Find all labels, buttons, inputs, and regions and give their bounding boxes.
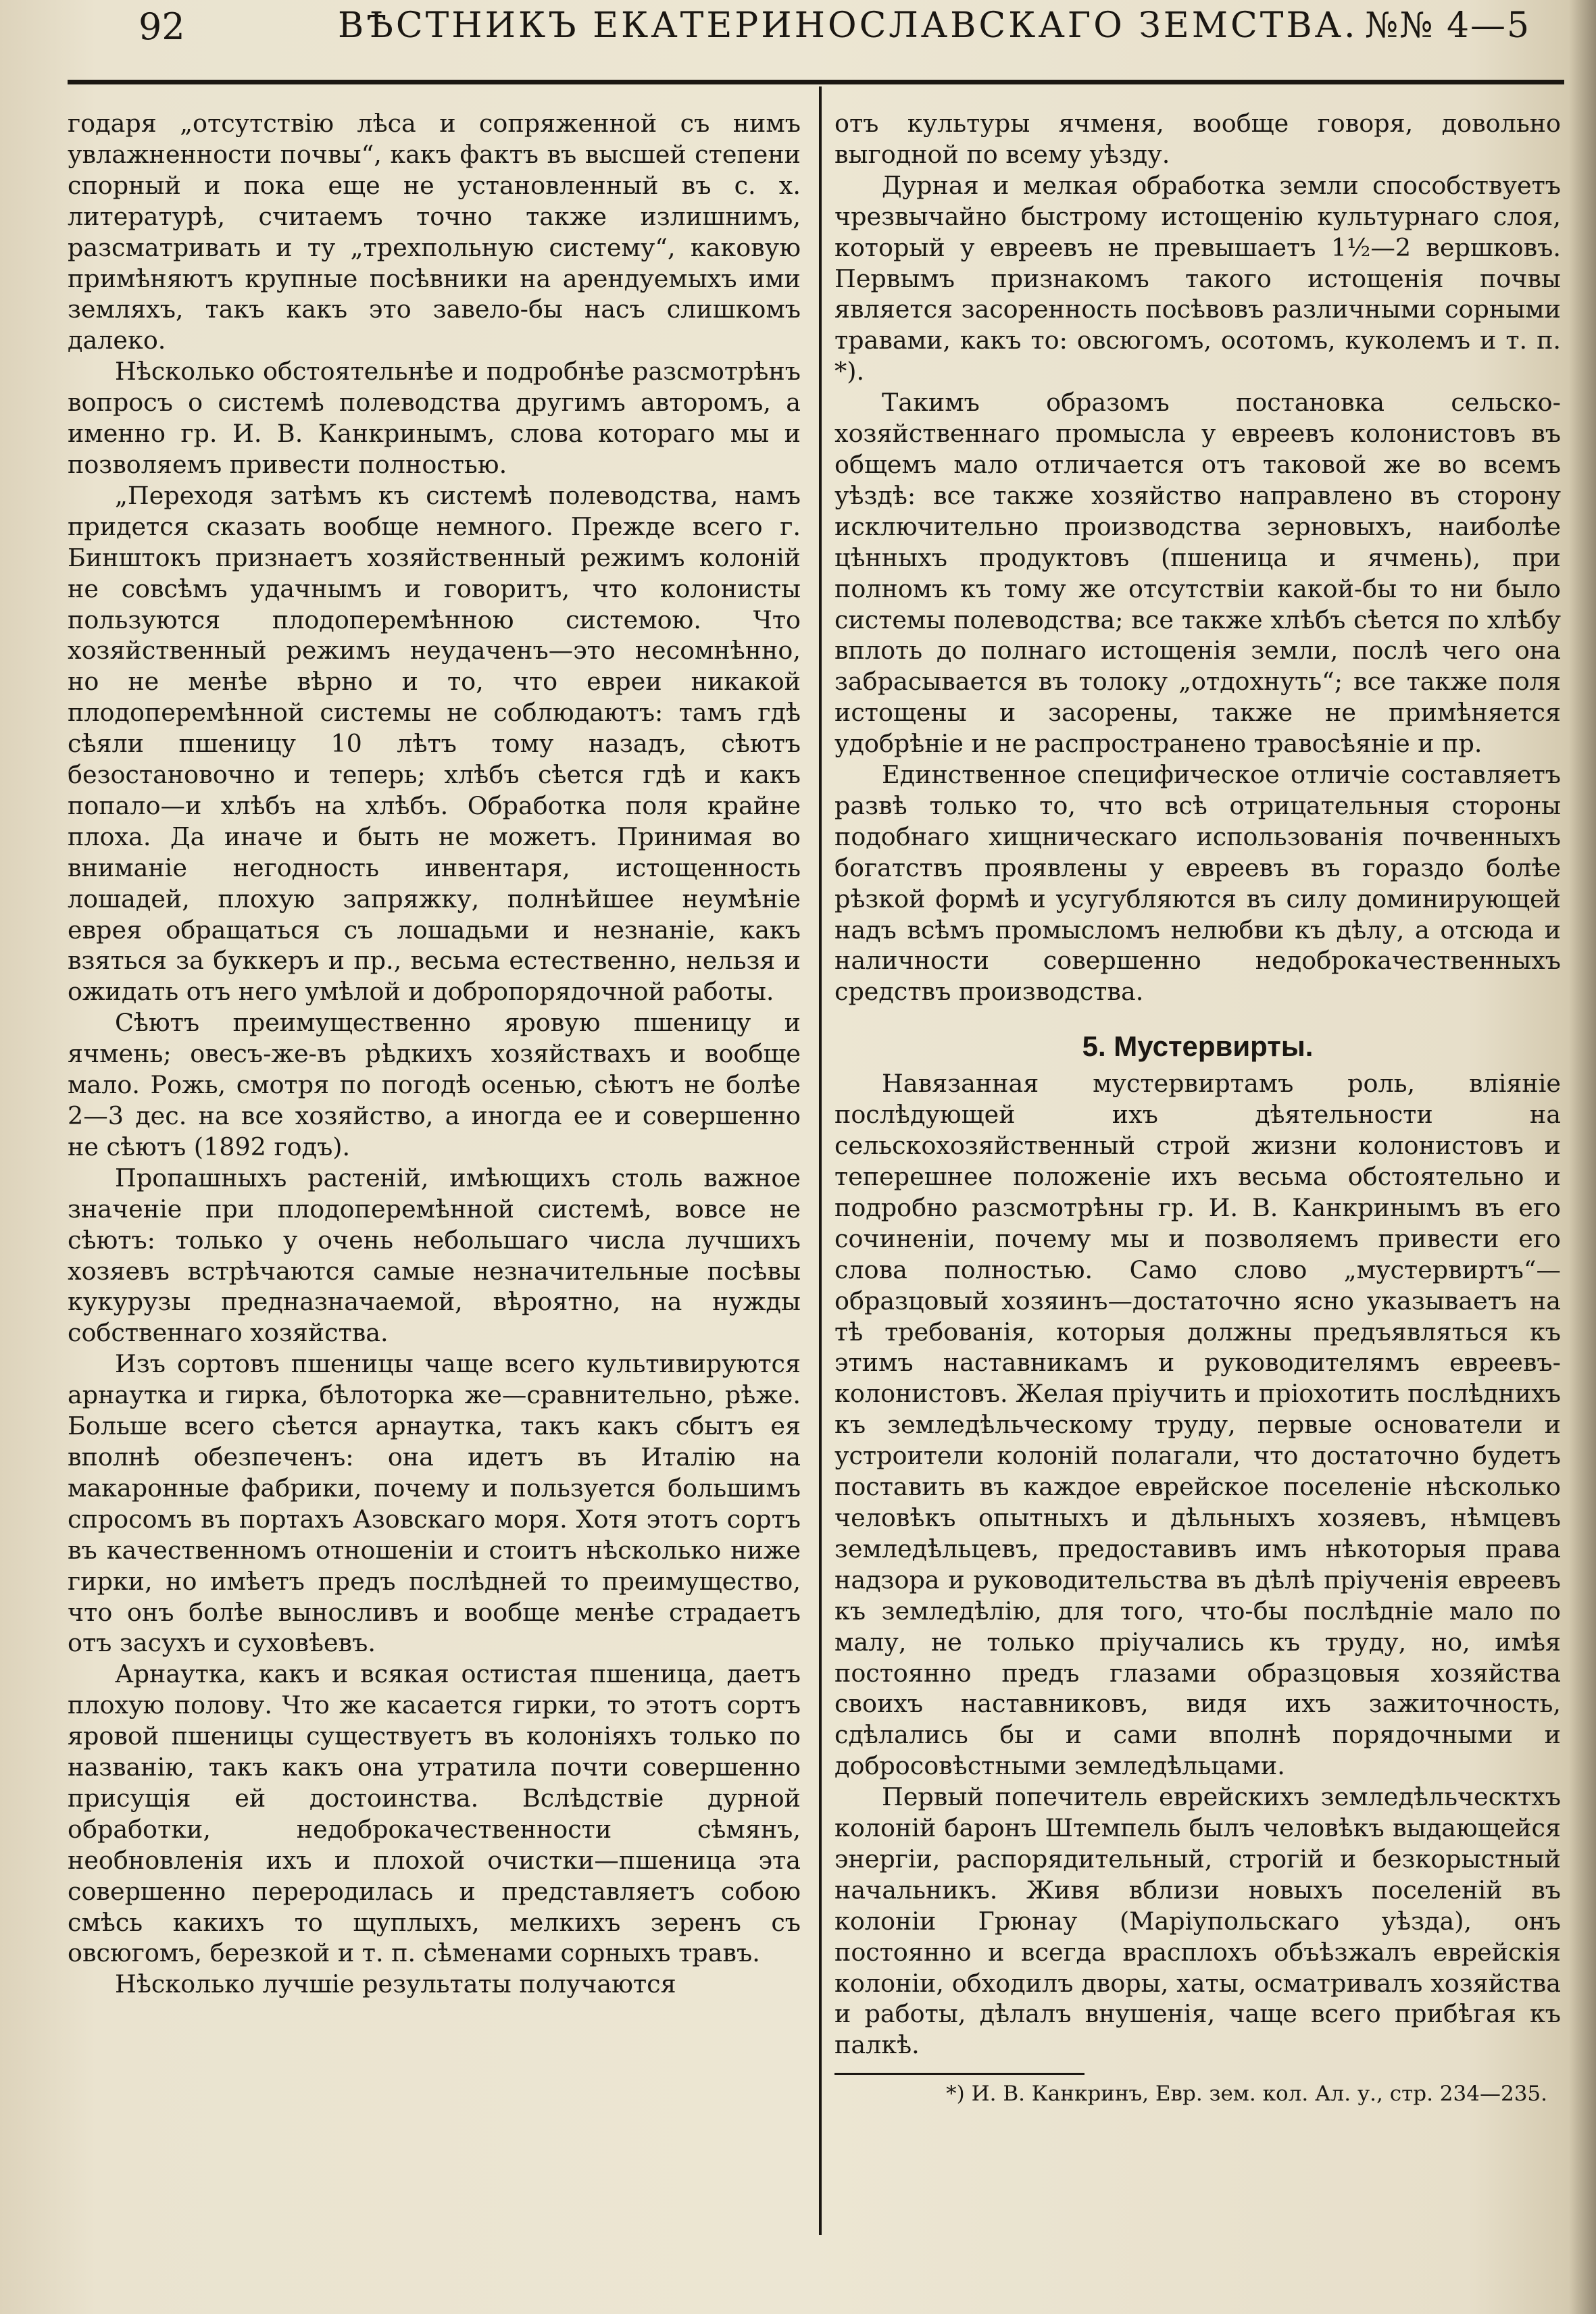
paragraph: отъ культуры ячменя, вообще говоря, довольно выгодной по всему уѣзду. [834, 109, 1561, 169]
page-number: 92 [139, 5, 185, 48]
paragraph: Нѣсколько лучшіе результаты получаются [115, 1969, 676, 1999]
right-column [834, 108, 1561, 2107]
paragraph: Такимъ образомъ постановка сельско-хозяйственнаго промысла у евреевъ колонистовъ въ общемъ мало отличается отъ таковой же во всемъ уѣздѣ: все также хозяйство направлено въ сторону исключительно производства зерновыхъ, наиболѣе цѣнныхъ продуктовъ (пшеница и ячмень), при полномъ къ тому же отсутствіи какой-бы то ни было системы полеводства; все также хлѣбъ сѣется по хлѣбу вплоть до полнаго истощенія земли, послѣ чего она забрасывается въ толоку „отдохнуть“; все также поля истощены и засорены, также не примѣняется удобрѣніе и не распространено травосѣяніе и пр. [834, 388, 1561, 759]
paragraph: Сѣютъ преимущественно яровую пшеницу и ячмень; овесъ-же-въ рѣдкихъ хозяйствахъ и вообще мало. Рожь, смотря по погодѣ осенью, сѣютъ не болѣе 2—3 дес. на все хозяйство, а иногда ее и совершенно не сѣютъ (1892 годъ). [68, 1008, 801, 1161]
journal-title: ВѢСТНИКЪ ЕКАТЕРИНОСЛАВСКАГО ЗЕМСТВА. [338, 5, 1358, 46]
footnote: *) И. В. Канкринъ, Евр. зем. кол. Ал. у., стр. 234—235. [946, 2082, 1547, 2107]
paragraph: Пропашныхъ растеній, имѣющихъ столь важное значеніе при плодоперемѣнной системѣ, вовсе не сѣютъ: только у очень небольшаго числа лучшихъ хозяевъ встрѣчаются самые незначительные посѣвы кукурузы предназначаемой, вѣроятно, на нужды собственнаго хозяйства. [68, 1163, 801, 1348]
paragraph: годаря „отсутствію лѣса и сопряженной съ нимъ увлажненности почвы“, какъ фактъ въ высшей степени спорный и пока еще не установленный въ с. х. литературѣ, считаемъ точно также излишнимъ, разсматривать и ту „трехпольную систему“, каковую примѣняютъ крупные посѣвники на арендуемыхъ ими земляхъ, такъ какъ это завело-бы насъ слишкомъ далеко. [68, 109, 801, 355]
paragraph: Навязанная мустервиртамъ роль, вліяніе послѣдующей ихъ дѣятельности на сельскохозяйственный строй жизни колонистовъ и теперешнее положеніе ихъ весьма обстоятельно и подробно разсмотрѣны гр. И. В. Канкринымъ въ его сочиненіи, почему мы и позволяемъ привести его слова полностью. Само слово „мустервиртъ“—образцовый хозяинъ—достаточно ясно указываетъ на тѣ требованія, которыя должны предъявляться къ этимъ наставникамъ и руководителямъ евреевъ-колонистовъ. Желая пріучить и пріохотить послѣднихъ къ земледѣльческому труду, первые основатели и устроители колоній полагали, что достаточно будетъ поставить въ каждое еврейское поселеніе нѣсколько человѣкъ опытныхъ и дѣльныхъ хозяевъ, нѣмцевъ земледѣльцевъ, предоставивъ имъ нѣкоторыя права надзора и руководительства въ дѣлѣ пріученія евреевъ къ земледѣлію, для того, что-бы послѣдніе мало по малу, не только пріучались къ труду, но, имѣя постоянно предъ глазами образцовыя хозяйства своихъ наставниковъ, видя ихъ зажиточность, сдѣлались бы и сами вполнѣ порядочными и добросовѣстными земледѣльцами. [834, 1069, 1561, 1781]
page-header [0, 0, 1596, 81]
paragraph: „Переходя затѣмъ къ системѣ полеводства, намъ придется сказать вообще немного. Прежде всего г. Бинштокъ признаетъ хозяйственный режимъ колоній не совсѣмъ удачнымъ и говоритъ, что колонисты пользуются плодоперемѣнною системою. Что хозяйственный режимъ неудаченъ—это несомнѣнно, но не менѣе вѣрно и то, что евреи никакой плодоперемѣнной системы не соблюдаютъ: тамъ гдѣ сѣяли пшеницу 10 лѣтъ тому назадъ, сѣютъ безостановочно и теперь; хлѣбъ сѣется гдѣ и какъ попало—и хлѣбъ на хлѣбъ. Обработка поля крайне плоха. Да иначе и быть не можетъ. Принимая во вниманіе негодность инвентаря, истощенность лошадей, плохую запряжку, полнѣйшее неумѣніе еврея обращаться съ лошадьми и незнаніе, какъ взяться за буккеръ и пр., весьма естественно, нельзя и ожидать отъ него умѣлой и добропорядочной работы. [68, 480, 801, 1007]
header-rule [68, 80, 1564, 84]
binding-shadow [1569, 0, 1596, 2314]
paragraph: Арнаутка, какъ и всякая остистая пшеница, даетъ плохую полову. Что же касается гирки, то этотъ сортъ яровой пшеницы существуетъ въ колоніяхъ только по названію, такъ какъ она утратила почти совершенно присущія ей достоинства. Вслѣдствіе дурной обработки, недоброкачественности сѣмянъ, необновленія ихъ и плохой очистки—пшеница эта совершенно переродилась и представляетъ собою смѣсь какихъ то щуплыхъ, мелкихъ зеренъ съ овсюгомъ, березкой и т. п. сѣменами сорныхъ травъ. [68, 1659, 801, 1968]
left-column [68, 108, 801, 2000]
paragraph: Единственное специфическое отличіе составляетъ развѣ только то, что всѣ отрицательныя стороны подобнаго хищническаго использованія почвенныхъ богатствъ проявлены у евреевъ въ гораздо болѣе рѣзкой формѣ и усугубляются въ силу доминирующей надъ всѣмъ промысломъ нелюбви къ дѣлу, а отсюда и наличности совершенно недоброкачественныхъ средствъ производства. [834, 760, 1561, 1007]
issue-number: №№ 4—5 [1365, 5, 1531, 46]
paragraph: Изъ сортовъ пшеницы чаще всего культивируются арнаутка и гирка, бѣлоторка же—сравнительно, рѣже. Больше всего сѣется арнаутка, такъ какъ сбытъ ея вполнѣ обезпеченъ: она идетъ въ Италію на макаронные фабрики, почему и пользуется большимъ спросомъ въ портахъ Азовскаго моря. Хотя этотъ сортъ въ качественномъ отношеніи и стоитъ нѣсколько ниже гирки, но имѣетъ предъ послѣдней то преимущество, что онъ болѣе выносливъ и вообще менѣе страдаетъ отъ засухъ и суховѣевъ. [68, 1349, 801, 1658]
column-divider [819, 86, 822, 2235]
footnote-rule [834, 2073, 1084, 2075]
section-title: 5. Мустервирты. [1082, 1030, 1314, 1063]
paragraph: Дурная и мелкая обработка земли способствуетъ чрезвычайно быстрому истощенію культурнаго слоя, который у евреевъ не превышаетъ 1½—2 вершковъ. Первымъ признакомъ такого истощенія почвы является засоренность посѣвовъ различными сорными травами, какъ то: овсюгомъ, осотомъ, куколемъ и т. п. *). [834, 170, 1561, 386]
paragraph: Первый попечитель еврейскихъ земледѣльческтхъ колоній баронъ Штемпель былъ человѣкъ выдающейся энергіи, распорядительный, строгій и безкорыстный начальникъ. Живя вблизи новыхъ поселеній въ колоніи Грюнау (Маріупольскаго уѣзда), онъ постоянно и всегда врасплохъ объѣзжалъ еврейскія колоніи, обходилъ дворы, хаты, осматривалъ хозяйства и работы, дѣлалъ внушенія, чаще всего прибѣгая къ палкѣ. [834, 1782, 1561, 2060]
paragraph: Нѣсколько обстоятельнѣе и подробнѣе разсмотрѣнъ вопросъ о системѣ полеводства другимъ авторомъ, а именно гр. И. В. Канкринымъ, слова котораго мы и позволяемъ привести полностью. [68, 357, 801, 479]
